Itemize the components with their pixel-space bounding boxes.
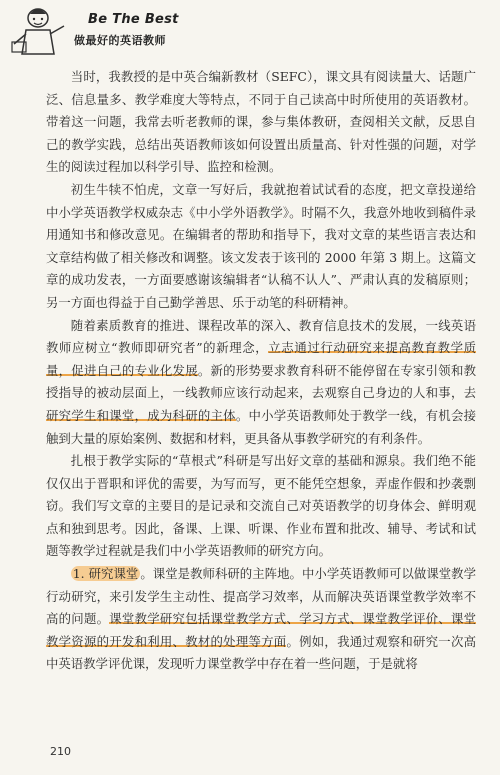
paragraph-5 <box>46 563 476 676</box>
paragraph-3-highlight-2: 研究学生和课堂，成为科研的主体 <box>46 407 236 423</box>
header-logo <box>8 4 198 60</box>
paragraph-5-text-b: 。例如，我通过观察和研究一次高中英语教学评优课，发现听力课堂教学中存在着一些问题，于是就将 <box>46 633 477 672</box>
paragraph-5-highlight: 课堂教学研究包括课堂教学方式、学习方式、课堂教学评价、课堂教学资源的开发和利用、教材的处理等方面 <box>46 611 477 649</box>
paragraph-5-text-a: 。课堂是教师科研的主阵地。中小学英语教师可以做课堂教学行动研究，来引发学生主动性、提高学习效率，从而解决英语课堂教学效率不高的问题。 <box>46 566 477 627</box>
page-number: 210 <box>50 745 71 758</box>
paragraph-3-text-b: 。新的形势要求教育科研不能停留在专家引领和教授指导的被动层面上，一线教师应该行动起来，去观察自己身边的人和事，去 <box>46 362 477 401</box>
series-title: Be The Best <box>88 12 179 27</box>
paragraph-3 <box>46 315 476 451</box>
paragraph-3-highlight: 立志通过行动研究来提高教育教学质量，促进自己的专业化发展 <box>46 340 476 378</box>
paragraph-3-text-a: 随着素质教育的推进、课程改革的深入、教育信息技术的发展，一线英语教师应树立“教师即研究者”的新理念， <box>46 317 476 356</box>
paragraph-1: 当时，我教授的是中英合编新教材（SEFC），课文具有阅读量大、话题广泛、信息量多、教学难度大等特点，不同于自己读高中时所使用的英语教材。带着这一问题，我常去听老教师的课，参与集体教研，查阅相关文献，反思自己的教学实践，总结出英语教师该如何设置出质量高、针对性强的问题，对学生的阅读过程加以科学引导、监控和检测。 <box>46 69 476 175</box>
paragraph-4: 扎根于教学实际的“草根式”科研是写出好文章的基础和源泉。我们绝不能仅仅出于晋职和评优的需要，为写而写，更不能凭空想象，弄虚作假和抄袭剽窃。我们写文章的主要目的是记录和交流自己对英语教学的切身体会、鲜明观点和独到思考。因此，备课、上课、听课、作业布置和批改、辅导、考试和试题等教学过程就是我们中小学英语教师的研究方向。 <box>46 453 476 559</box>
paragraph-3-text-c: 。中小学英语教师处于教学一线，有机会接触到大量的原始案例、数据和材料，更具备从事教学研究的有利条件。 <box>46 407 477 446</box>
paragraph-2: 初生牛犊不怕虎，文章一写好后，我就抱着试试看的态度，把文章投递给中小学英语教学权威杂志《中小学外语教学》。时隔不久，我意外地收到稿件录用通知书和修改意见。在编辑者的帮助和指导下，我对文章的某些语言表达和文章结构做了相关修改和调整。该文发表于该刊的 2000 年第 3 期上。这篇文章的成功发表，一方面要感谢该编辑者“认稿不认人”、严肃认真的发稿原则；另一方面也得益于自己勤学善思、乐于动笔的科研精神。 <box>46 181 476 310</box>
body-text <box>46 66 476 676</box>
teacher-cartoon-icon <box>8 4 68 60</box>
section-heading-research-classroom: 1. 研究课堂 <box>72 566 139 582</box>
series-subtitle: 做最好的英语教师 <box>74 34 166 47</box>
